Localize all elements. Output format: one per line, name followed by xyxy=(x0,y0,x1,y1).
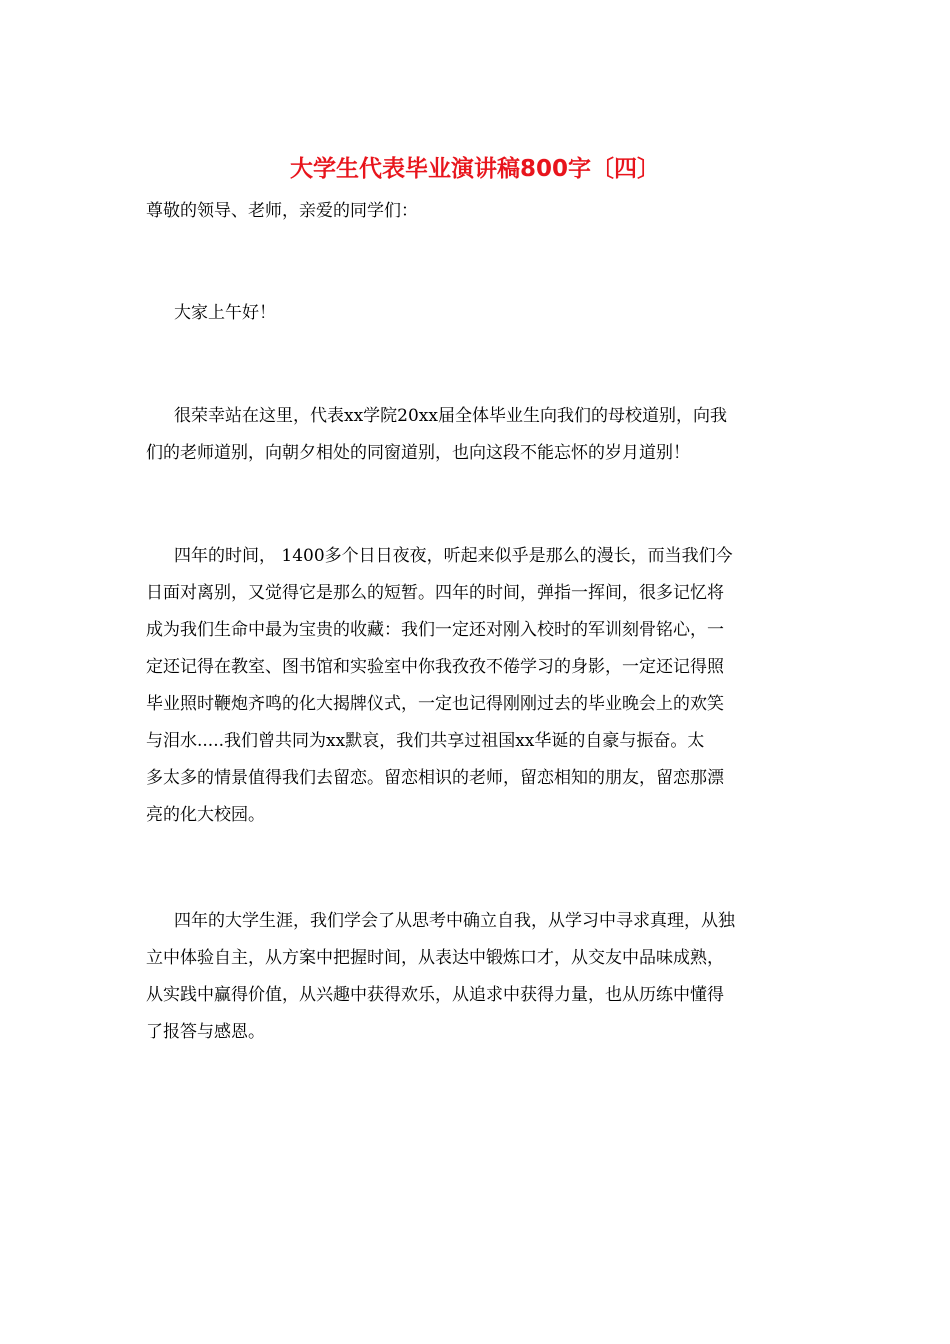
paragraph-2-line-3: 成为我们生命中最为宝贵的收藏：我们一定还对刚入校时的军训刻骨铭心，一 xyxy=(146,620,724,640)
salutation xyxy=(146,193,806,230)
paragraph-3-line-4: 了报答与感恩。 xyxy=(146,1022,265,1042)
salutation-text: 尊敬的领导、老师，亲爱的同学们： xyxy=(146,201,418,221)
paragraph-2-line-6: 与泪水.....我们曾共同为xx默哀，我们共享过祖国xx华诞的自豪与振奋。太 xyxy=(146,731,705,751)
paragraph-2-line-2: 日面对离别，又觉得它是那么的短暂。四年的时间，弹指一挥间，很多记忆将 xyxy=(146,583,724,603)
paragraph-3 xyxy=(146,903,806,1051)
paragraph-2-line-1: 四年的时间， 1400多个日日夜夜，听起来似乎是那么的漫长，而当我们今 xyxy=(174,546,733,566)
paragraph-2-line-5: 毕业照时鞭炮齐鸣的化大揭牌仪式，一定也记得刚刚过去的毕业晚会上的欢笑 xyxy=(146,694,724,714)
paragraph-3-line-3: 从实践中赢得价值，从兴趣中获得欢乐，从追求中获得力量，也从历练中懂得 xyxy=(146,985,724,1005)
paragraph-2-line-4: 定还记得在教室、图书馆和实验室中你我孜孜不倦学习的身影，一定还记得照 xyxy=(146,657,724,677)
greeting xyxy=(146,295,806,332)
paragraph-1 xyxy=(146,398,806,472)
paragraph-2-line-8: 亮的化大校园。 xyxy=(146,805,265,825)
paragraph-1-line-1: 很荣幸站在这里，代表xx学院20xx届全体毕业生向我们的母校道别，向我 xyxy=(174,406,727,426)
greeting-text: 大家上午好！ xyxy=(174,303,276,323)
paragraph-3-line-2: 立中体验自主，从方案中把握时间，从表达中锻炼口才，从交友中品味成熟， xyxy=(146,948,724,968)
paragraph-2 xyxy=(146,538,806,834)
document-title: 大学生代表毕业演讲稿800字〔四〕 xyxy=(289,156,660,182)
paragraph-1-line-2: 们的老师道别，向朝夕相处的同窗道别，也向这段不能忘怀的岁月道别！ xyxy=(146,443,690,463)
paragraph-3-line-1: 四年的大学生涯，我们学会了从思考中确立自我，从学习中寻求真理，从独 xyxy=(174,911,735,931)
paragraph-2-line-7: 多太多的情景值得我们去留恋。留恋相识的老师，留恋相知的朋友，留恋那漂 xyxy=(146,768,724,788)
